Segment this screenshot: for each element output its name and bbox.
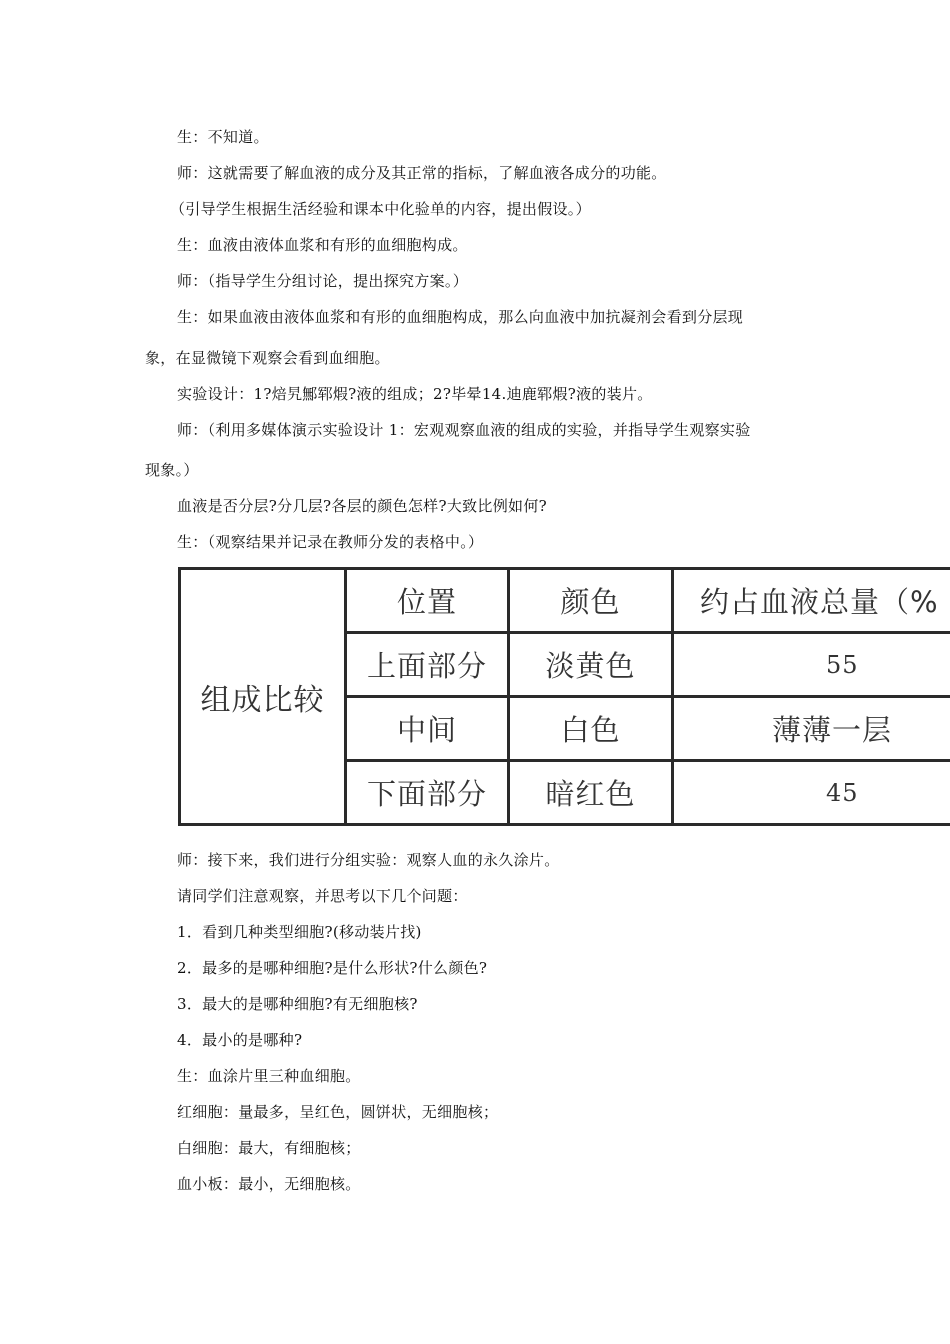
paragraph: 师：（利用多媒体演示实验设计 1：宏观观察血液的组成的实验，并指导学生观察实验 — [177, 421, 751, 439]
paragraph: 红细胞：量最多，呈红色，圆饼状，无细胞核； — [177, 1103, 499, 1121]
paragraph: 师：（指导学生分组讨论，提出探究方案。） — [177, 272, 469, 290]
paragraph: 血小板：最小，无细胞核。 — [177, 1175, 361, 1193]
table-cell: 暗红色 — [509, 761, 673, 825]
table-cell: 上面部分 — [346, 633, 509, 697]
list-item: 1．看到几种类型细胞?(移动装片找) — [177, 923, 422, 941]
observation-table — [178, 567, 950, 826]
paragraph: 现象。） — [145, 461, 199, 479]
table-cell: 中间 — [346, 697, 509, 761]
table-cell: 淡黄色 — [509, 633, 673, 697]
list-item: 2．最多的是哪种细胞?是什么形状?什么颜色? — [177, 959, 488, 977]
header-cell-percent: 约占血液总量（% — [673, 569, 950, 633]
table-cell: 45 — [673, 761, 950, 825]
observation-table-image — [178, 567, 950, 831]
paragraph: 象，在显微镜下观察会看到血细胞。 — [145, 349, 390, 367]
group-label-cell: 组成比较 — [180, 569, 346, 825]
table-header-row — [180, 569, 950, 633]
paragraph: 白细胞：最大，有细胞核； — [177, 1139, 361, 1157]
list-item: 4．最小的是哪种? — [177, 1031, 303, 1049]
paragraph: 实验设计：1?焙旯鄦郓煆?液的组成；2?毕晕14.迪鹿郓煆?液的装片。 — [177, 385, 653, 403]
paragraph: 师：这就需要了解血液的成分及其正常的指标，了解血液各成分的功能。 — [177, 164, 667, 182]
table-cell: 薄薄一层 — [673, 697, 950, 761]
paragraph: 生：（观察结果并记录在教师分发的表格中。） — [177, 533, 484, 551]
paragraph: 生：不知道。 — [177, 128, 269, 146]
table-cell: 白色 — [509, 697, 673, 761]
paragraph: 生：血液由液体血浆和有形的血细胞构成。 — [177, 236, 468, 254]
paragraph: （引导学生根据生活经验和课本中化验单的内容，提出假设。） — [170, 200, 591, 218]
paragraph: 请同学们注意观察，并思考以下几个问题： — [177, 887, 468, 905]
table-cell: 55 — [673, 633, 950, 697]
paragraph: 血液是否分层?分几层?各层的颜色怎样?大致比例如何? — [177, 497, 547, 515]
header-cell-position: 位置 — [346, 569, 509, 633]
paragraph: 生：血涂片里三种血细胞。 — [177, 1067, 361, 1085]
paragraph: 生：如果血液由液体血浆和有形的血细胞构成，那么向血液中加抗凝剂会看到分层现 — [177, 308, 744, 326]
list-item: 3．最大的是哪种细胞?有无细胞核? — [177, 995, 418, 1013]
header-cell-color: 颜色 — [509, 569, 673, 633]
table-cell: 下面部分 — [346, 761, 509, 825]
paragraph: 师：接下来，我们进行分组实验：观察人血的永久涂片。 — [177, 851, 560, 869]
